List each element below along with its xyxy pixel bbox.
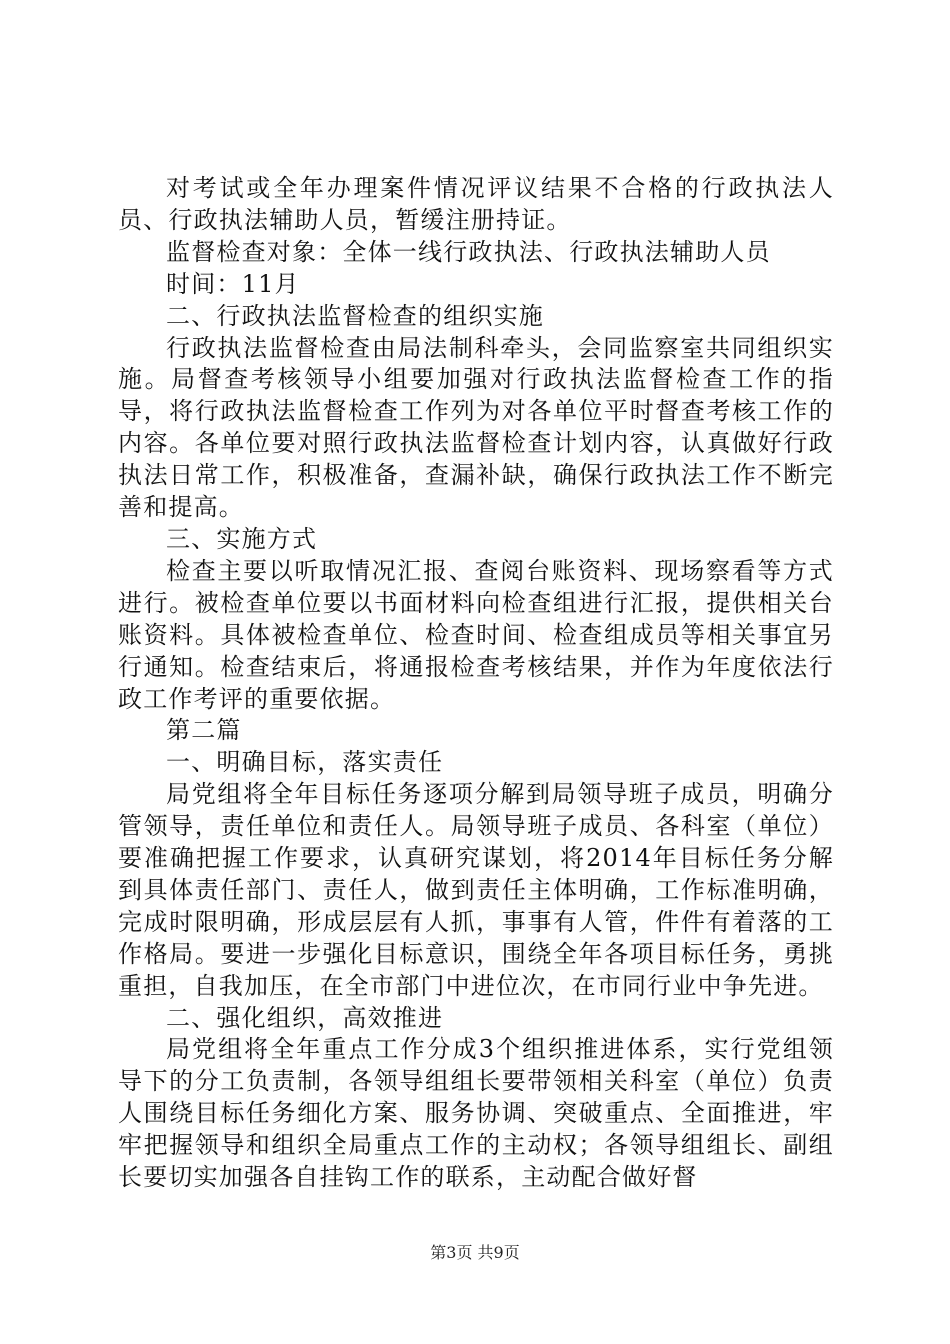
paragraph-7: 检查主要以听取情况汇报、查阅台账资料、现场察看等方式进行。被检查单位要以书面材料向检查组进行汇报，提供相关台账资料。具体被检查单位、检查时间、检查组成员等相关事宜另行通知。检查结束后，将通报检查考核结果，并作为年度依法行政工作考评的重要依据。 xyxy=(118,556,834,713)
paragraph-12: 局党组将全年重点工作分成3个组织推进体系，实行党组领导下的分工负责制，各领导组组长要带领相关科室（单位）负责人围绕目标任务细化方案、服务协调、突破重点、全面推进，牢牢把握领导和组织全局重点工作的主动权；各领导组组长、副组长要切实加强各自挂钩工作的联系，主动配合做好督 xyxy=(118,1035,834,1192)
paragraph-5: 行政执法监督检查由局法制科牵头，会同监察室共同组织实施。局督查考核领导小组要加强对行政执法监督检查工作的指导，将行政执法监督检查工作列为对各单位平时督查考核工作的内容。各单位要对照行政执法监督检查计划内容，认真做好行政执法日常工作，积极准备，查漏补缺，确保行政执法工作不断完善和提高。 xyxy=(118,333,834,522)
paragraph-2: 监督检查对象：全体一线行政执法、行政执法辅助人员 xyxy=(166,237,771,266)
paragraph-10: 局党组将全年目标任务逐项分解到局领导班子成员，明确分管领导，责任单位和责任人。局领导班子成员、各科室（单位）要准确把握工作要求，认真研究谋划，将2014年目标任务分解到具体责任部门、责任人，做到责任主体明确，工作标准明确，完成时限明确，形成层层有人抓，事事有人管，件件有着落的工作格局。要进一步强化目标意识，围绕全年各项目标任务，勇挑重担，自我加压，在全市部门中进位次，在市同行业中争先进。 xyxy=(118,780,834,1000)
section-heading-3: 三、实施方式 xyxy=(166,524,318,553)
paragraph-1: 对考试或全年办理案件情况评议结果不合格的行政执法人员、行政执法辅助人员，暂缓注册持证。 xyxy=(118,174,834,234)
section-heading-1b: 一、明确目标，落实责任 xyxy=(166,748,444,777)
page-number-footer: 第3页 共9页 xyxy=(430,1243,520,1262)
paragraph-3: 时间：11月 xyxy=(166,269,300,298)
part-heading: 第二篇 xyxy=(166,716,242,745)
document-body xyxy=(118,173,834,1194)
section-heading-2: 二、行政执法监督检查的组织实施 xyxy=(166,301,544,330)
section-heading-2b: 二、强化组织，高效推进 xyxy=(166,1003,444,1032)
